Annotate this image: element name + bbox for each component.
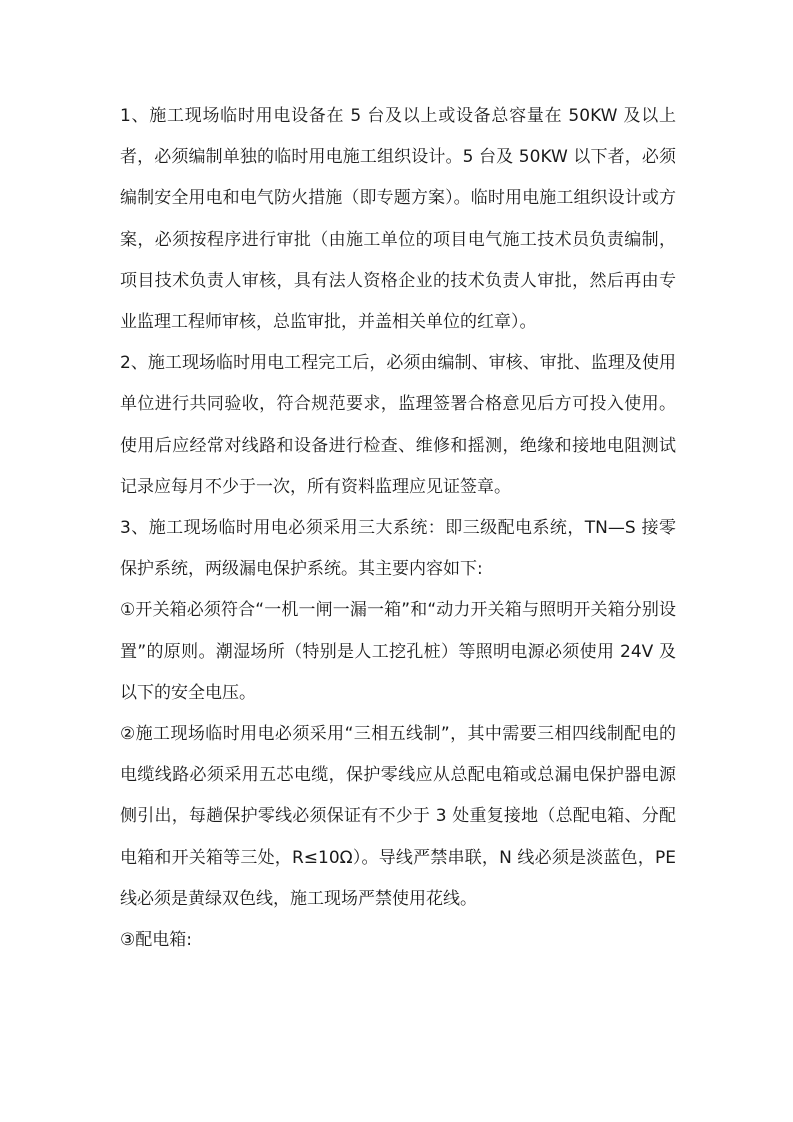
paragraph-1-design-approval: 1、施工现场临时用电设备在 5 台及以上或设备总容量在 50KW 及以上者，必须编制单独的临时用电施工组织设计。5 台及 50KW 以下者，必须编制安全用电和电气防火措施（即专题方案）。临时用电施工组织设计或方案，必须按程序进行审批（由施工单位的项目电气施工技术员负责编制，项目技术负责人审核，具有法人资格企业的技术负责人审批，然后再由专业监理工程师审核，总监审批，并盖相关单位的红章）。 [120, 106, 676, 333]
paragraph-item-1-switch-box: ①开关箱必须符合“一机一闸一漏一箱”和“动力开关箱与照明开关箱分别设置”的原则。潮湿场所（特别是人工挖孔桩）等照明电源必须使用 24V 及以下的安全电压。 [120, 600, 676, 703]
paragraph-item-3-distribution-box: ③配电箱: [120, 930, 192, 951]
paragraph-3-three-systems: 3、施工现场临时用电必须采用三大系统：即三级配电系统，TN—S 接零保护系统，两级漏电保护系统。其主要内容如下: [120, 518, 676, 580]
document-body [120, 96, 676, 961]
paragraph-2-acceptance: 2、施工现场临时用电工程完工后，必须由编制、审核、审批、监理及使用单位进行共同验收，符合规范要求，监理签署合格意见后方可投入使用。使用后应经常对线路和设备进行检查、维修和摇测，绝缘和接地电阻测试记录应每月不少于一次，所有资料监理应见证签章。 [120, 353, 676, 497]
paragraph-item-2-five-wire: ②施工现场临时用电必须采用“三相五线制”，其中需要三相四线制配电的电缆线路必须采用五芯电缆，保护零线应从总配电箱或总漏电保护器电源侧引出，每趟保护零线必须保证有不少于 3 处重复接地（总配电箱、分配电箱和开关箱等三处，R≤10Ω）。导线严禁串联，N 线必须是淡蓝色，PE 线必须是黄绿双色线，施工现场严禁使用花线。 [120, 724, 676, 909]
